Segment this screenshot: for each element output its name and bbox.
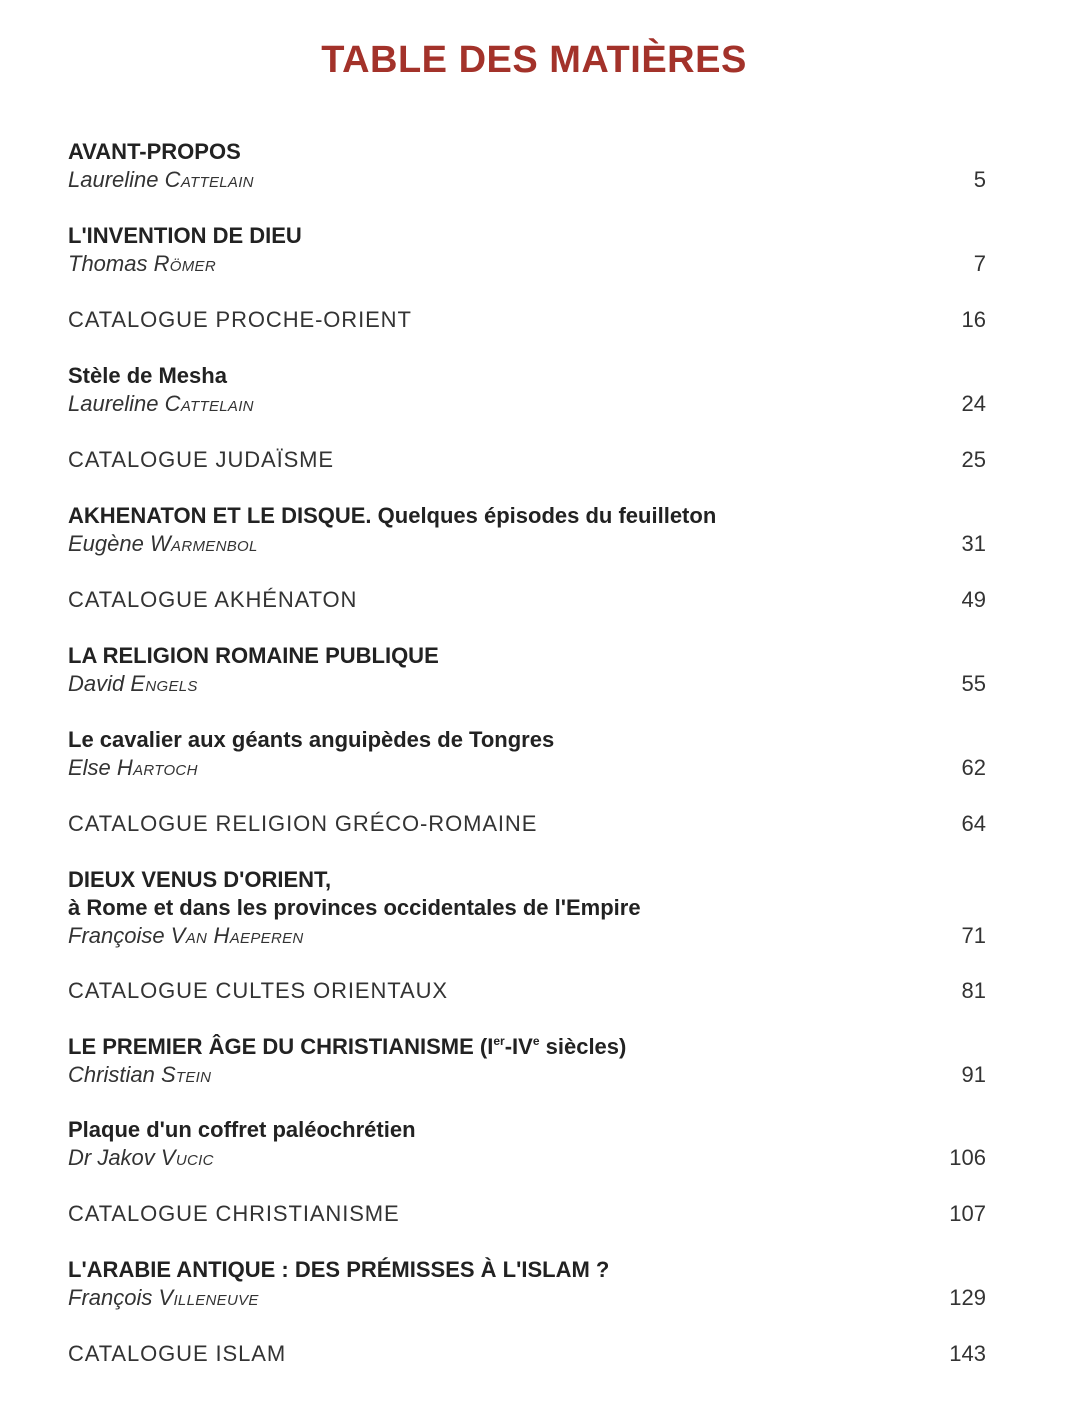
entry-title: AKHENATON ET LE DISQUE. Quelques épisodes du feuilleton [68,503,717,528]
table-of-contents [68,138,986,1368]
entry-author: Thomas Römer [68,251,216,276]
entry-page-number: 71 [961,923,986,948]
toc-entry-avant-propos[interactable] [68,138,986,194]
toc-entry-catalogue-judaisme[interactable] [68,446,986,474]
entry-page-number: 64 [961,811,986,836]
entry-title: CATALOGUE PROCHE-ORIENT [68,307,412,332]
toc-entry-catalogue-islam[interactable] [68,1340,986,1368]
entry-title: DIEUX VENUS D'ORIENT, [68,867,332,892]
entry-title: CATALOGUE AKHÉNATON [68,587,358,612]
toc-entry-plaque-coffret[interactable] [68,1116,986,1172]
toc-entry-dieux-venus-orient[interactable] [68,866,986,950]
entry-page-number: 24 [961,391,986,416]
entry-page-number: 129 [949,1285,986,1310]
toc-entry-catalogue-christianisme[interactable] [68,1200,986,1228]
entry-author: Laureline Cattelain [68,167,254,192]
entry-author: Françoise Van Haeperen [68,923,304,948]
entry-title: CATALOGUE ISLAM [68,1341,287,1366]
toc-entry-invention-de-dieu[interactable] [68,222,986,278]
entry-page-number: 25 [961,447,986,472]
entry-author: David Engels [68,671,198,696]
entry-author: Eugène Warmenbol [68,531,258,556]
entry-title: CATALOGUE CULTES ORIENTAUX [68,978,448,1003]
entry-page-number: 81 [961,978,986,1003]
entry-title: LA RELIGION ROMAINE PUBLIQUE [68,643,439,668]
entry-title: Le cavalier aux géants anguipèdes de Tongres [68,727,555,752]
entry-title: CATALOGUE CHRISTIANISME [68,1201,400,1226]
toc-entry-arabie-antique[interactable] [68,1256,986,1312]
entry-title: Plaque d'un coffret paléochrétien [68,1117,416,1142]
entry-author: Christian Stein [68,1062,212,1087]
entry-title: L'INVENTION DE DIEU [68,223,302,248]
entry-page-number: 107 [949,1201,986,1226]
toc-entry-premier-age-christianisme[interactable] [68,1033,986,1089]
entry-author: François Villeneuve [68,1285,259,1310]
entry-title: Stèle de Mesha [68,363,227,388]
toc-entry-cavalier-tongres[interactable] [68,726,986,782]
toc-entry-stele-de-mesha[interactable] [68,362,986,418]
entry-subtitle: à Rome et dans les provinces occidentales de l'Empire [68,895,641,920]
entry-author: Dr Jakov Vucic [68,1145,214,1170]
entry-page-number: 7 [973,251,986,276]
entry-page-number: 49 [961,587,986,612]
entry-page-number: 91 [961,1062,986,1087]
entry-author: Laureline Cattelain [68,391,254,416]
entry-page-number: 106 [949,1145,986,1170]
toc-entry-catalogue-akhenaton[interactable] [68,586,986,614]
entry-page-number: 143 [949,1341,986,1366]
toc-entry-akhenaton[interactable] [68,502,986,558]
entry-title: L'ARABIE ANTIQUE : DES PRÉMISSES À L'ISLAM ? [68,1257,610,1282]
toc-entry-religion-romaine-publique[interactable] [68,642,986,698]
toc-entry-catalogue-cultes-orientaux[interactable] [68,977,986,1005]
entry-page-number: 16 [961,307,986,332]
entry-page-number: 5 [973,167,986,192]
toc-entry-catalogue-religion-greco-romaine[interactable] [68,810,986,838]
entry-title: CATALOGUE RELIGION GRÉCO-ROMAINE [68,811,538,836]
entry-title: CATALOGUE JUDAÏSME [68,447,334,472]
entry-title: LE PREMIER ÂGE DU CHRISTIANISME (Ier-IVe siècles) [68,1034,627,1059]
entry-page-number: 31 [961,531,986,556]
page-title: TABLE DES MATIÈRES [321,39,747,81]
toc-entry-catalogue-proche-orient[interactable] [68,306,986,334]
entry-title: AVANT-PROPOS [68,139,241,164]
entry-page-number: 55 [961,671,986,696]
entry-author: Else Hartoch [68,755,198,780]
entry-page-number: 62 [961,755,986,780]
